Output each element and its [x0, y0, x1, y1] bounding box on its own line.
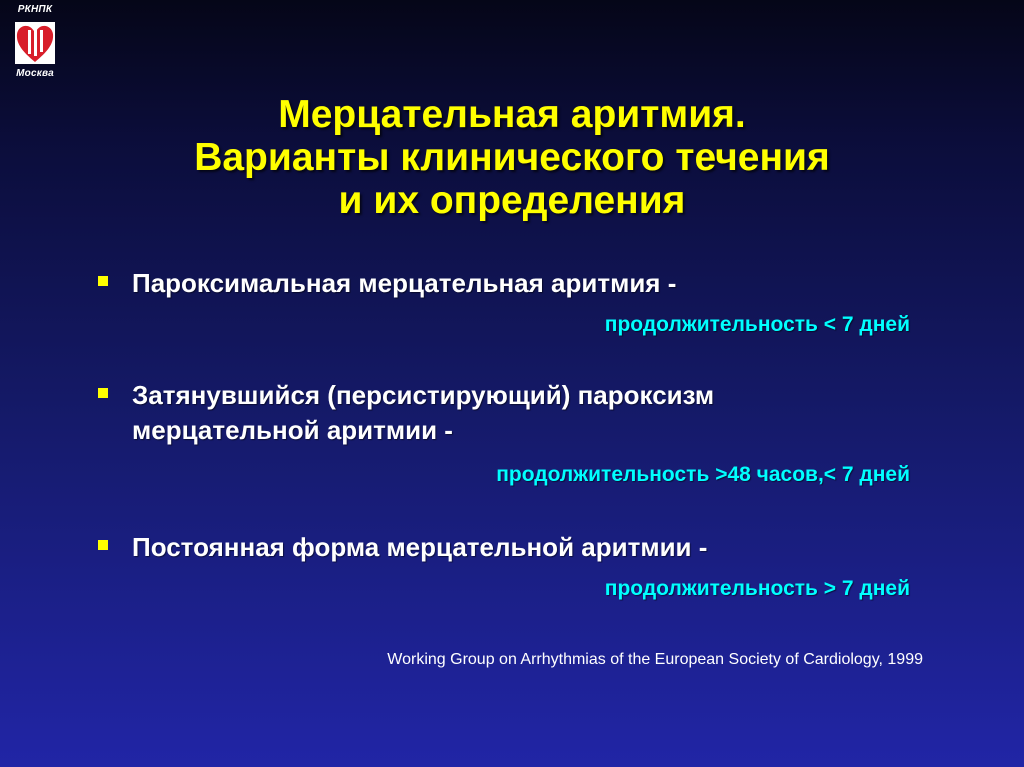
bullet-square-icon — [98, 540, 108, 550]
bullet-line: Затянувшийся (персистирующий) пароксизм — [132, 380, 715, 410]
bullet-main-text — [132, 266, 676, 301]
slide-title — [0, 93, 1024, 222]
bullet-square-icon — [98, 388, 108, 398]
title-line-2: Варианты клинического течения — [194, 136, 830, 179]
bullet-main-text — [132, 378, 714, 448]
bullet-line: мерцательной аритмии - — [132, 415, 453, 445]
bullet-detail-text: продолжительность >48 часов,< 7 дней — [496, 463, 910, 486]
logo — [6, 4, 64, 84]
logo-bottom-text: Москва — [16, 68, 54, 79]
title-line-3: и их определения — [338, 179, 686, 222]
bullet-square-icon — [98, 276, 108, 286]
title-line-1: Мерцательная аритмия. — [278, 93, 746, 136]
bullet-line: Постоянная форма мерцательной аритмии - — [132, 532, 708, 562]
bullet-main-text — [132, 530, 707, 565]
bullet-line: Пароксимальная мерцательная аритмия - — [132, 268, 677, 298]
heart-logo-icon — [15, 22, 55, 64]
citation: Working Group on Arrhythmias of the European Society of Cardiology, 1999 — [387, 651, 923, 668]
bullet-detail-text: продолжительность > 7 дней — [604, 577, 910, 600]
bullet-detail-text: продолжительность < 7 дней — [604, 313, 910, 336]
logo-top-text: РКНПК — [17, 4, 53, 15]
